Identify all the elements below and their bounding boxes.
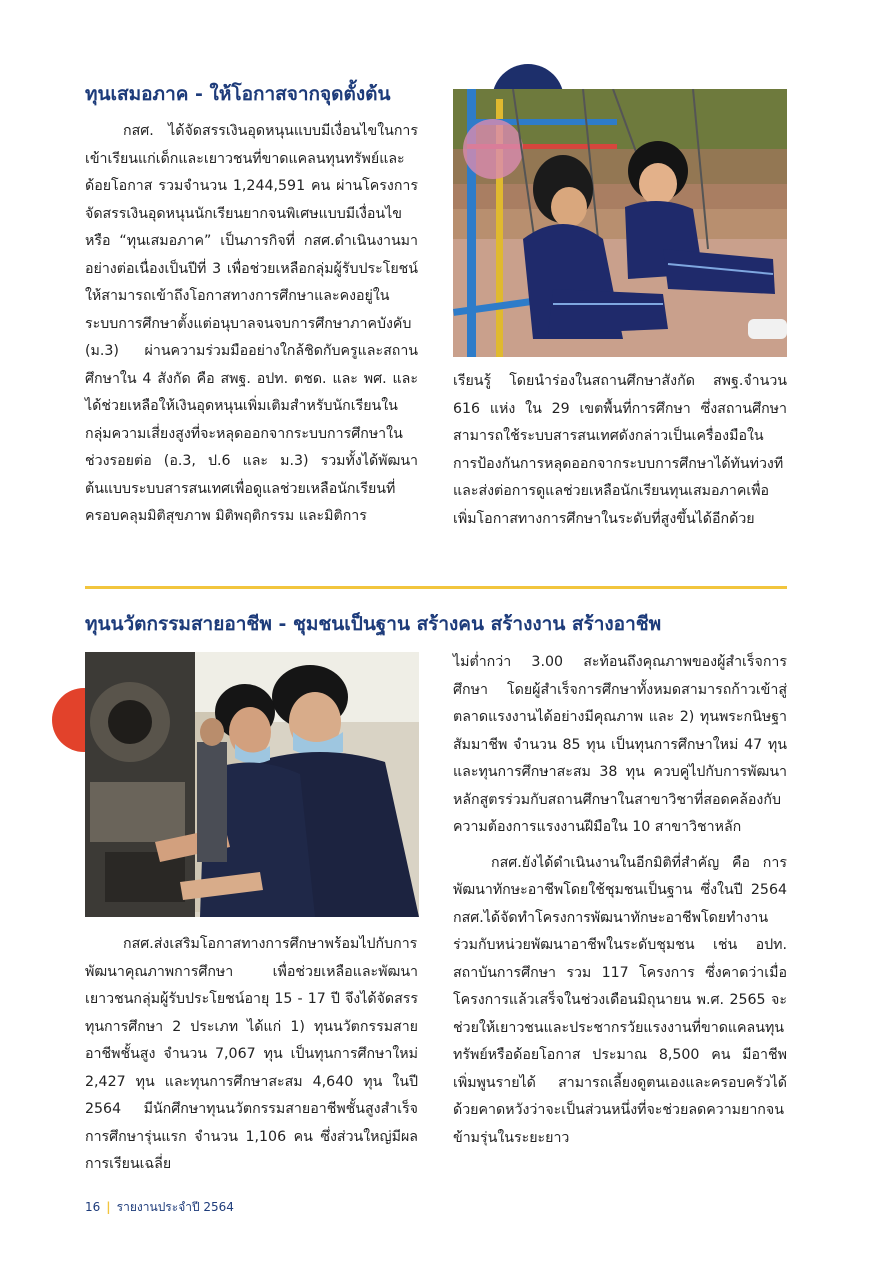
children-on-swing-photo (453, 89, 787, 357)
page-footer (85, 1198, 234, 1217)
section2-right-paragraph-2: กสศ.ยังได้ดำเนินงานในอีกมิติที่สำคัญ คือ การพัฒนาทักษะอาชีพโดยใช้ชุมชนเป็นฐาน ซึ่งในปี 2564 กสศ.ได้จัดทำโครงการพัฒนาทักษะอาชีพโดยทำงานร่วมกับหน่วยพัฒนาอาชีพในระดับชุมชน เช่น อปท. สถาบันการศึกษา รวม 117 โครงการ ซึ่งคาดว่าเมื่อโครงการแล้วเสร็จในช่วงเดือนมิถุนายน พ.ศ. 2565 จะช่วยให้เยาวชนและประชากรวัยแรงงานที่ขาดแคลนทุนทรัพย์หรือด้อยโอกาส ประมาณ 8,500 คน มีอาชีพ เพิ่มพูนรายได้ สามารถเลี้ยงดูตนเองและครอบครัวได้ ด้วยคาดหวังว่าจะเป็นส่วนหนึ่งที่จะช่วยลดความยากจนข้ามรุ่นในระยะยาว (453, 854, 787, 1146)
section-divider (85, 586, 787, 589)
vocational-students-photo (85, 652, 419, 917)
section1-heading: ทุนเสมอภาค - ให้โอกาสจากจุดตั้งต้น (85, 83, 391, 105)
section1-left-column (85, 118, 418, 531)
section1-left-paragraph: กสศ. ได้จัดสรรเงินอุดหนุนแบบมีเงื่อนไขในการเข้าเรียนแก่เด็กและเยาวชนที่ขาดแคลนทุนทรัพย์และด้อยโอกาส รวมจำนวน 1,244,591 คน ผ่านโครงการจัดสรรเงินอุดหนุนนักเรียนยากจนพิเศษแบบมีเงื่อนไข หรือ “ทุนเสมอภาค” เป็นภารกิจที่ กสศ.ดำเนินงานมาอย่างต่อเนื่องเป็นปีที่ 3 เพื่อช่วยเหลือกลุ่มผู้รับประโยชน์ให้สามารถเข้าถึงโอกาสทางการศึกษาและคงอยู่ในระบบการศึกษาตั้งแต่อนุบาลจนจบการศึกษาภาคบังคับ (ม.3) ผ่านความร่วมมืออย่างใกล้ชิดกับครูและสถานศึกษาใน 4 สังกัด คือ สพฐ. อปท. ตชด. และ พศ. และได้ช่วยเหลือให้เงินอุดหนุนเพิ่มเติมสำหรับนักเรียนในกลุ่มความเสี่ยงสูงที่จะหลุดออกจากระบบการศึกษาในช่วงรอยต่อ (อ.3, ป.6 และ ม.3) รวมทั้งได้พัฒนาต้นแบบระบบสารสนเทศเพื่อดูแลช่วยเหลือนักเรียนที่ครอบคลุมมิติสุขภาพ มิติพฤติกรรม และมิติการ (85, 123, 418, 524)
report-title: รายงานประจำปี 2564 (116, 1200, 234, 1214)
section2-left-paragraph: กสศ.ส่งเสริมโอกาสทางการศึกษาพร้อมไปกับการพัฒนาคุณภาพการศึกษา เพื่อช่วยเหลือและพัฒนาเยาวชนกลุ่มผู้รับประโยชน์อายุ 15 - 17 ปี จึงได้จัดสรรทุนการศึกษา 2 ประเภท ได้แก่ 1) ทุนนวัตกรรมสายอาชีพชั้นสูง จำนวน 7,067 ทุน เป็นทุนการศึกษาใหม่ 2,427 ทุน และทุนการศึกษาสะสม 4,640 ทุน ในปี 2564 มีนักศึกษาทุนนวัตกรรมสายอาชีพชั้นสูงสำเร็จการศึกษารุ่นแรก จำนวน 1,106 คน ซึ่งส่วนใหญ่มีผลการเรียนเฉลี่ย (85, 936, 418, 1172)
footer-separator: | (106, 1200, 111, 1214)
page-number: 16 (85, 1200, 101, 1214)
section2-right-paragraph-1: ไม่ต่ำกว่า 3.00 สะท้อนถึงคุณภาพของผู้สำเร็จการศึกษา โดยผู้สำเร็จการศึกษาทั้งหมดสามารถก้าวเข้าสู่ตลาดแรงงานได้อย่างมีคุณภาพ และ 2) ทุนพระกนิษฐาสัมมาชีพ จำนวน 85 ทุน เป็นทุนการศึกษาใหม่ 47 ทุน และทุนการศึกษาสะสม 38 ทุน ควบคู่ไปกับการพัฒนาหลักสูตรร่วมกับสถานศึกษาในสาขาวิชาที่สอดคล้องกับความต้องการแรงงานฝีมือใน 10 สาขาวิชาหลัก (453, 654, 787, 835)
section1-right-column (453, 368, 787, 533)
section1-right-paragraph: เรียนรู้ โดยนำร่องในสถานศึกษาสังกัด สพฐ.จำนวน 616 แห่ง ใน 29 เขตพื้นที่การศึกษา ซึ่งสถานศึกษาสามารถใช้ระบบสารสนเทศดังกล่าวเป็นเครื่องมือในการป้องกันการหลุดออกจากระบบการศึกษาได้ทันท่วงที และส่งต่อการดูแลช่วยเหลือนักเรียนทุนเสมอภาคเพื่อเพิ่มโอกาสทางการศึกษาในระดับที่สูงขึ้นได้อีกด้วย (453, 373, 787, 527)
section2-left-column (85, 931, 418, 1179)
section2-right-column (453, 649, 787, 1152)
section2-heading: ทุนนวัตกรรมสายอาชีพ - ชุมชนเป็นฐาน สร้างคน สร้างงาน สร้างอาชีพ (85, 613, 662, 635)
